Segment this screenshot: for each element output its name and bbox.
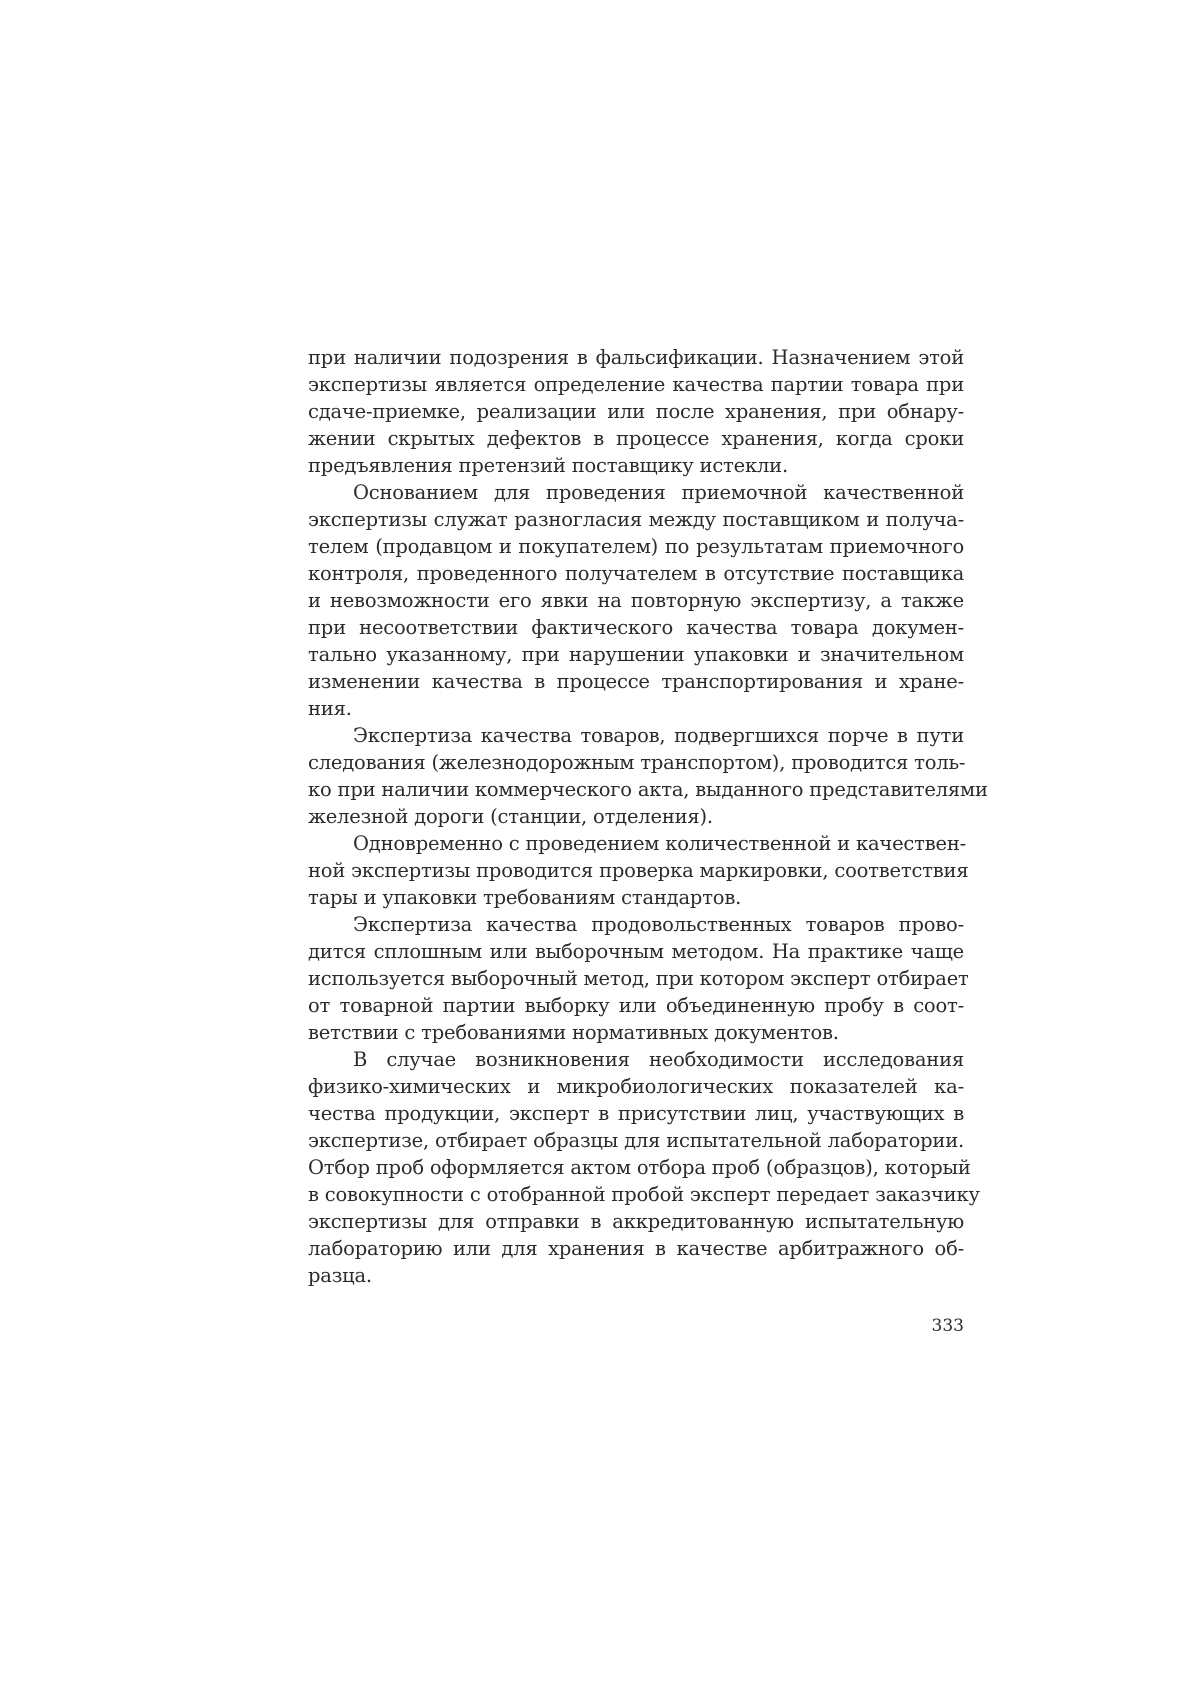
- text-line: от товарной партии выборку или объединенную пробу в соот-: [308, 994, 964, 1017]
- text-line: тары и упаковки требованиям стандартов.: [308, 886, 742, 909]
- text-line: в совокупности с отобранной пробой эксперт передает заказчику: [308, 1183, 980, 1206]
- text-line: при наличии подозрения в фальсификации. Назначением этой: [308, 346, 964, 369]
- text-line: жении скрытых дефектов в процессе хранения, когда сроки: [308, 427, 964, 450]
- text-line: ния.: [308, 697, 352, 720]
- page-number: 333: [931, 1316, 964, 1336]
- text-line: следования (железнодорожным транспортом), проводится толь-: [308, 751, 966, 774]
- text-line: Одновременно с проведением количественной и качествен-: [353, 832, 967, 855]
- paragraph: [308, 479, 964, 722]
- text-line: Отбор проб оформляется актом отбора проб (образцов), который: [308, 1156, 971, 1179]
- text-line: железной дороги (станции, отделения).: [308, 805, 713, 828]
- text-line: ко при наличии коммерческого акта, выданного представителями: [308, 778, 988, 801]
- text-line: ной экспертизы проводится проверка маркировки, соответствия: [308, 859, 969, 882]
- text-line: Экспертиза качества продовольственных товаров прово-: [353, 913, 964, 936]
- text-line: используется выборочный метод, при котором эксперт отбирает: [308, 967, 969, 990]
- text-line: экспертизе, отбирает образцы для испытательной лаборатории.: [308, 1129, 964, 1152]
- paragraph: [308, 911, 969, 1046]
- text-line: телем (продавцом и покупателем) по результатам приемочного: [308, 535, 964, 558]
- text-line: разца.: [308, 1264, 372, 1287]
- text-line: экспертизы является определение качества партии товара при: [308, 373, 964, 396]
- text-line: при несоответствии фактического качества товара докумен-: [308, 616, 964, 639]
- paragraph: [308, 830, 969, 911]
- paragraph: [308, 1046, 980, 1289]
- text-line: контроля, проведенного получателем в отсутствие поставщика: [308, 562, 964, 585]
- text-line: чества продукции, эксперт в присутствии лиц, участвующих в: [308, 1102, 964, 1125]
- paragraph: [308, 344, 964, 479]
- text-line: экспертизы служат разногласия между поставщиком и получа-: [308, 508, 964, 531]
- text-line: и невозможности его явки на повторную экспертизу, а также: [308, 589, 964, 612]
- text-line: дится сплошным или выборочным методом. На практике чаще: [308, 940, 964, 963]
- text-line: лабораторию или для хранения в качестве арбитражного об-: [308, 1237, 964, 1260]
- text-line: изменении качества в процессе транспортирования и хране-: [308, 670, 964, 693]
- text-line: сдаче-приемке, реализации или после хранения, при обнару-: [308, 400, 964, 423]
- text-line: ветствии с требованиями нормативных документов.: [308, 1021, 839, 1044]
- text-line: физико-химических и микробиологических показателей ка-: [308, 1075, 964, 1098]
- text-line: экспертизы для отправки в аккредитованную испытательную: [308, 1210, 964, 1233]
- paragraph: [308, 722, 988, 830]
- text-line: Основанием для проведения приемочной качественной: [353, 481, 964, 504]
- text-line: предъявления претензий поставщику истекли.: [308, 454, 788, 477]
- text-line: В случае возникновения необходимости исследования: [353, 1048, 964, 1071]
- body-text: [308, 344, 988, 1289]
- text-line: Экспертиза качества товаров, подвергшихся порче в пути: [353, 724, 964, 747]
- text-line: тально указанному, при нарушении упаковки и значительном: [308, 643, 964, 666]
